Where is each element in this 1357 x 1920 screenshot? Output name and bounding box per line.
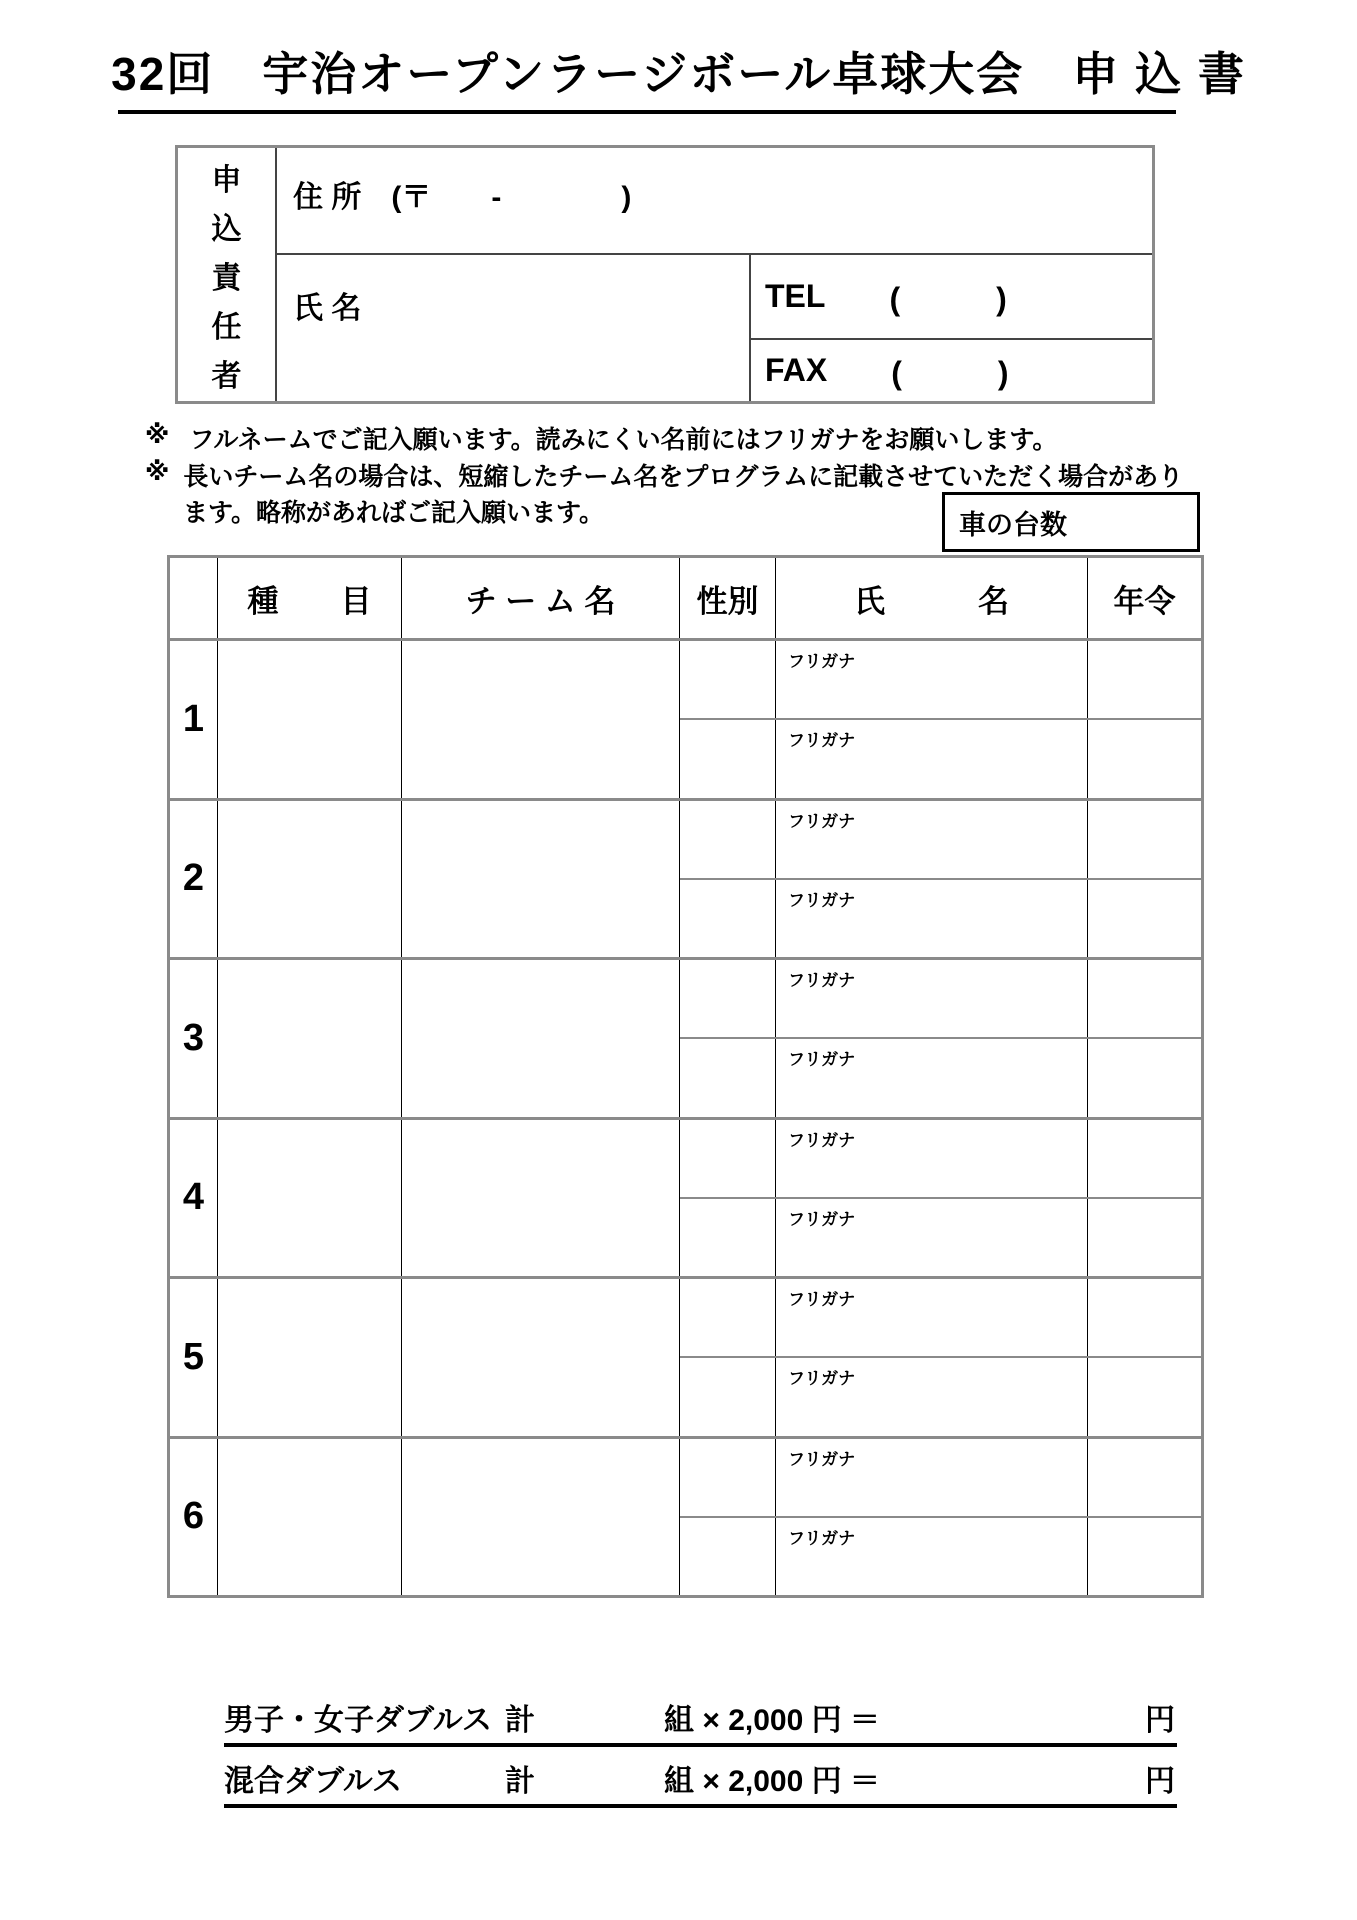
note-teamname-text1: 長いチーム名の場合は、短縮したチーム名をプログラムに記載させていただく場合があり — [183, 463, 1184, 491]
furigana-label: フリガナ — [788, 1449, 856, 1469]
tel-label: TEL — [765, 278, 826, 314]
name-cell — [776, 801, 1088, 878]
player-subrow — [680, 1356, 1201, 1435]
gender-cell — [680, 960, 776, 1037]
summary-formula: 組 × 2,000 円 ＝ — [664, 1765, 880, 1798]
event-cell — [218, 1439, 402, 1596]
player-subrow — [680, 878, 1201, 957]
player-subrow — [680, 1439, 1201, 1516]
event-cell — [218, 1279, 402, 1436]
gender-cell — [680, 720, 776, 797]
player-block — [680, 960, 1201, 1117]
side-label-char: 者 — [211, 359, 242, 393]
name-cell — [776, 720, 1088, 797]
side-label-char: 責 — [211, 261, 242, 295]
player-block — [680, 1439, 1201, 1596]
summary-unit: 円 — [1145, 1704, 1175, 1737]
note-teamname-text2: ます。略称があればご記入願います。 — [183, 499, 605, 527]
name-cell — [776, 1199, 1088, 1276]
entry-table — [167, 555, 1204, 1598]
gender-cell — [680, 1199, 776, 1276]
furigana-label: フリガナ — [788, 1209, 856, 1229]
car-count-box — [942, 492, 1200, 552]
header-age-label: 年令 — [1113, 583, 1176, 619]
age-cell — [1088, 1199, 1201, 1276]
row-number-cell — [170, 1120, 218, 1277]
name-cell — [776, 960, 1088, 1037]
age-cell — [1088, 1439, 1201, 1516]
note-fullname-text: フルネームでご記入願います。読みにくい名前にはフリガナをお願いします。 — [189, 426, 1058, 454]
team-name-cell — [402, 1279, 680, 1436]
age-cell — [1088, 641, 1201, 718]
name-cell — [776, 1120, 1088, 1197]
summary-row-mens-womens-doubles — [224, 1700, 1177, 1747]
row-number: 6 — [182, 1495, 205, 1538]
applicant-side-label — [178, 148, 277, 401]
side-label-char: 申 — [211, 163, 242, 197]
row-number: 3 — [182, 1016, 205, 1059]
player-subrow — [680, 1037, 1201, 1116]
summary-total-label: 計 — [505, 1765, 535, 1798]
furigana-label: フリガナ — [788, 1369, 856, 1389]
summary-label: 混合ダブルス — [224, 1765, 402, 1798]
gender-cell — [680, 1518, 776, 1595]
age-cell — [1088, 1279, 1201, 1356]
tel-fax-block — [749, 255, 1152, 401]
gender-cell — [680, 880, 776, 957]
header-team-label: チ ー ム 名 — [465, 583, 616, 619]
gender-cell — [680, 1358, 776, 1435]
player-subrow — [680, 1279, 1201, 1356]
team-name-cell — [402, 1439, 680, 1596]
row-number: 1 — [182, 697, 205, 740]
header-age — [1088, 558, 1201, 638]
player-block — [680, 1120, 1201, 1277]
applicant-box — [175, 145, 1155, 404]
team-name-cell — [402, 641, 680, 798]
age-cell — [1088, 1518, 1201, 1595]
table-row — [170, 957, 1201, 1117]
furigana-label: フリガナ — [788, 731, 856, 751]
age-cell — [1088, 960, 1201, 1037]
age-cell — [1088, 1120, 1201, 1197]
event-cell — [218, 641, 402, 798]
header-name-label: 氏 名 — [854, 583, 1009, 619]
name-label: 氏 名 — [293, 292, 362, 325]
furigana-label: フリガナ — [788, 1528, 856, 1548]
table-row — [170, 1436, 1201, 1596]
car-count-label: 車の台数 — [959, 509, 1067, 540]
row-number: 2 — [182, 857, 205, 900]
row-number-cell — [170, 1279, 218, 1436]
gender-cell — [680, 801, 776, 878]
title-underline — [118, 110, 1176, 114]
row-number-cell — [170, 1439, 218, 1596]
fax-blank: ( ) — [891, 354, 1009, 391]
player-subrow — [680, 1516, 1201, 1595]
header-gender — [680, 558, 776, 638]
player-subrow — [680, 718, 1201, 797]
player-subrow — [680, 1120, 1201, 1197]
tel-blank: ( ) — [889, 280, 1007, 317]
gender-cell — [680, 1039, 776, 1116]
name-tel-fax-row — [277, 255, 1152, 401]
summary-label: 男子・女子ダブルス — [224, 1704, 492, 1737]
header-gender-label: 性別 — [696, 583, 759, 619]
row-number-cell — [170, 801, 218, 958]
side-label-char: 任 — [211, 310, 242, 344]
name-field — [277, 255, 749, 401]
gender-cell — [680, 641, 776, 718]
gender-cell — [680, 1279, 776, 1356]
name-cell — [776, 880, 1088, 957]
table-row — [170, 1117, 1201, 1277]
note-marker: ※ — [145, 421, 170, 449]
player-block — [680, 1279, 1201, 1436]
team-name-cell — [402, 801, 680, 958]
player-block — [680, 641, 1201, 798]
table-row — [170, 1276, 1201, 1436]
team-name-cell — [402, 960, 680, 1117]
address-field — [277, 148, 1152, 255]
name-cell — [776, 1439, 1088, 1516]
furigana-label: フリガナ — [788, 1290, 856, 1309]
summary-unit: 円 — [1145, 1765, 1175, 1798]
row-number-cell — [170, 960, 218, 1117]
note-teamname-line1 — [145, 457, 1183, 493]
note-fullname — [145, 420, 1057, 456]
summary-total-label: 計 — [505, 1704, 535, 1737]
name-cell — [776, 641, 1088, 718]
summary-row-mixed-doubles — [224, 1761, 1177, 1808]
gender-cell — [680, 1439, 776, 1516]
note-teamname-line2 — [183, 493, 604, 529]
tel-field — [751, 255, 1152, 340]
furigana-label: フリガナ — [788, 890, 856, 910]
header-team-name — [402, 558, 680, 638]
name-cell — [776, 1518, 1088, 1595]
address-label: 住 所 (〒 - ) — [293, 181, 632, 214]
event-cell — [218, 960, 402, 1117]
table-header-row — [170, 558, 1201, 638]
age-cell — [1088, 880, 1201, 957]
side-label-char: 込 — [211, 212, 242, 246]
age-cell — [1088, 720, 1201, 797]
furigana-label: フリガナ — [788, 1050, 856, 1070]
form-title: 32回 宇治オープンラージボール卓球大会 申 込 書 — [111, 48, 1246, 100]
row-number: 4 — [182, 1176, 205, 1219]
event-cell — [218, 1120, 402, 1277]
header-event-label: 種 目 — [247, 583, 372, 619]
table-row — [170, 638, 1201, 798]
header-row-number — [170, 558, 218, 638]
player-block — [680, 801, 1201, 958]
event-cell — [218, 801, 402, 958]
player-subrow — [680, 801, 1201, 878]
team-name-cell — [402, 1120, 680, 1277]
header-name — [776, 558, 1088, 638]
fax-field — [751, 340, 1152, 401]
age-cell — [1088, 801, 1201, 878]
name-cell — [776, 1279, 1088, 1356]
row-number: 5 — [182, 1335, 205, 1378]
header-event — [218, 558, 402, 638]
furigana-label: フリガナ — [788, 1130, 856, 1150]
summary-formula: 組 × 2,000 円 ＝ — [664, 1704, 880, 1737]
furigana-label: フリガナ — [788, 811, 856, 831]
age-cell — [1088, 1358, 1201, 1435]
furigana-label: フリガナ — [788, 971, 856, 990]
gender-cell — [680, 1120, 776, 1197]
applicant-box-main — [277, 148, 1152, 401]
furigana-label: フリガナ — [788, 652, 856, 671]
note-marker: ※ — [145, 458, 170, 486]
name-cell — [776, 1039, 1088, 1116]
table-row — [170, 798, 1201, 958]
player-subrow — [680, 960, 1201, 1037]
player-subrow — [680, 1197, 1201, 1276]
name-cell — [776, 1358, 1088, 1435]
age-cell — [1088, 1039, 1201, 1116]
player-subrow — [680, 641, 1201, 718]
row-number-cell — [170, 641, 218, 798]
fax-label: FAX — [765, 352, 828, 388]
